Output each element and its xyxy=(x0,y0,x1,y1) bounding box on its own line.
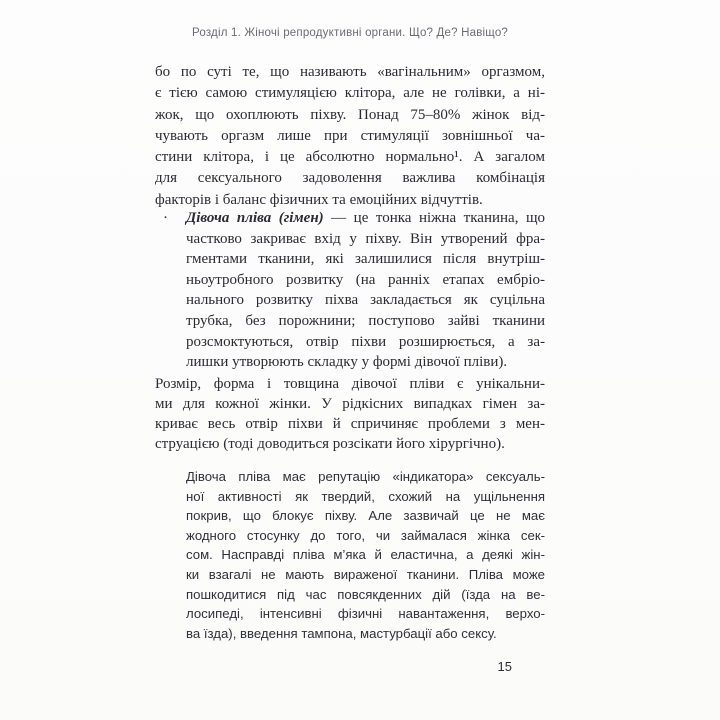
paragraph-hymen-size xyxy=(155,375,545,455)
text-line: лишки утворюють складку у формі дівочої пліви). xyxy=(186,354,508,371)
text-line: покрив, що блокує піхву. Але зазвичай це не має xyxy=(186,508,545,524)
text-line: криває весь отвір піхви й спричиняє проблеми з мен- xyxy=(155,415,545,432)
text-line: пошкодитися під час повсякденних дій (їзда на ве- xyxy=(186,586,545,602)
text-line: Дівоча пліва має репутацію «індикатора» сексуаль- xyxy=(186,469,545,484)
text-line: ва їзда), введення тампона, мастурбації або сексу. xyxy=(186,625,497,641)
text-line: нального розвитку піхва закладається як суцільна xyxy=(186,292,545,309)
text-line: ки взагалі не мають вираженої тканини. Пліва може xyxy=(186,566,545,582)
text-line: ми для кожної жінки. У рідкісних випадках гімен за- xyxy=(155,395,545,412)
running-header: Розділ 1. Жіночі репродуктивні органи. Що? Де? Навіщо? xyxy=(191,27,509,39)
text-line: лосипеді, інтенсивні фізичні навантаження, верхо- xyxy=(186,606,545,622)
text-line: гментами тканини, які залишилися після внутріш- xyxy=(186,251,545,268)
text-line: чувають оргазм лише при стимуляції зовнішньої ча- xyxy=(155,127,545,144)
bullet-item-hymen xyxy=(163,208,545,373)
text-line: стини клітора, і це абсолютно нормально¹. А загалом xyxy=(155,149,545,166)
note-block-hymen-myth xyxy=(186,467,545,643)
text-line: бо по суті те, що називають «вагінальним» оргазмом, xyxy=(155,64,545,80)
text-line: жодного стосунку до того, чи займалася жінка сек- xyxy=(186,527,545,543)
bullet-marker: · xyxy=(163,210,168,226)
bullet-item-lines xyxy=(186,229,545,373)
paragraph-vaginal-orgasm xyxy=(155,62,545,211)
text-line: для сексуального задоволення важлива комбінація xyxy=(155,170,545,187)
text-line: є тією самою стимуляцією клітора, але не голівки, а ні- xyxy=(155,85,545,102)
text-line: сом. Насправді пліва м’яка й еластична, а деякі жін- xyxy=(186,547,545,563)
term-lead-suffix: — це тонка ніжна тканина, що xyxy=(323,210,545,226)
text-line: струацією (тоді доводиться розсікати його хірургічно). xyxy=(155,435,505,452)
text-line: факторів і баланс фізичних та емоційних відчуттів. xyxy=(155,191,483,208)
text-line: жок, що охоплюють піхву. Понад 75–80% жінок від- xyxy=(155,106,545,123)
text-line xyxy=(186,208,545,229)
text-line: розсмоктуються, отвір піхви розширюється, а за- xyxy=(186,333,545,350)
page-number: 15 xyxy=(497,659,512,674)
text-line: ної активності як твердий, схожий на ущільнення xyxy=(186,488,545,504)
text-line: ньоутробного розвитку (на ранніх етапах ембріо- xyxy=(186,271,545,288)
term-lead: Дівоча пліва (гімен) xyxy=(186,210,324,226)
text-line: трубка, без порожнини; поступово зайві тканини xyxy=(186,312,545,329)
text-line: Розмір, форма і товщина дівочої пліви є унікальни- xyxy=(155,376,545,392)
text-line: частково закриває вхід у піхву. Він утворений фра- xyxy=(186,230,545,247)
